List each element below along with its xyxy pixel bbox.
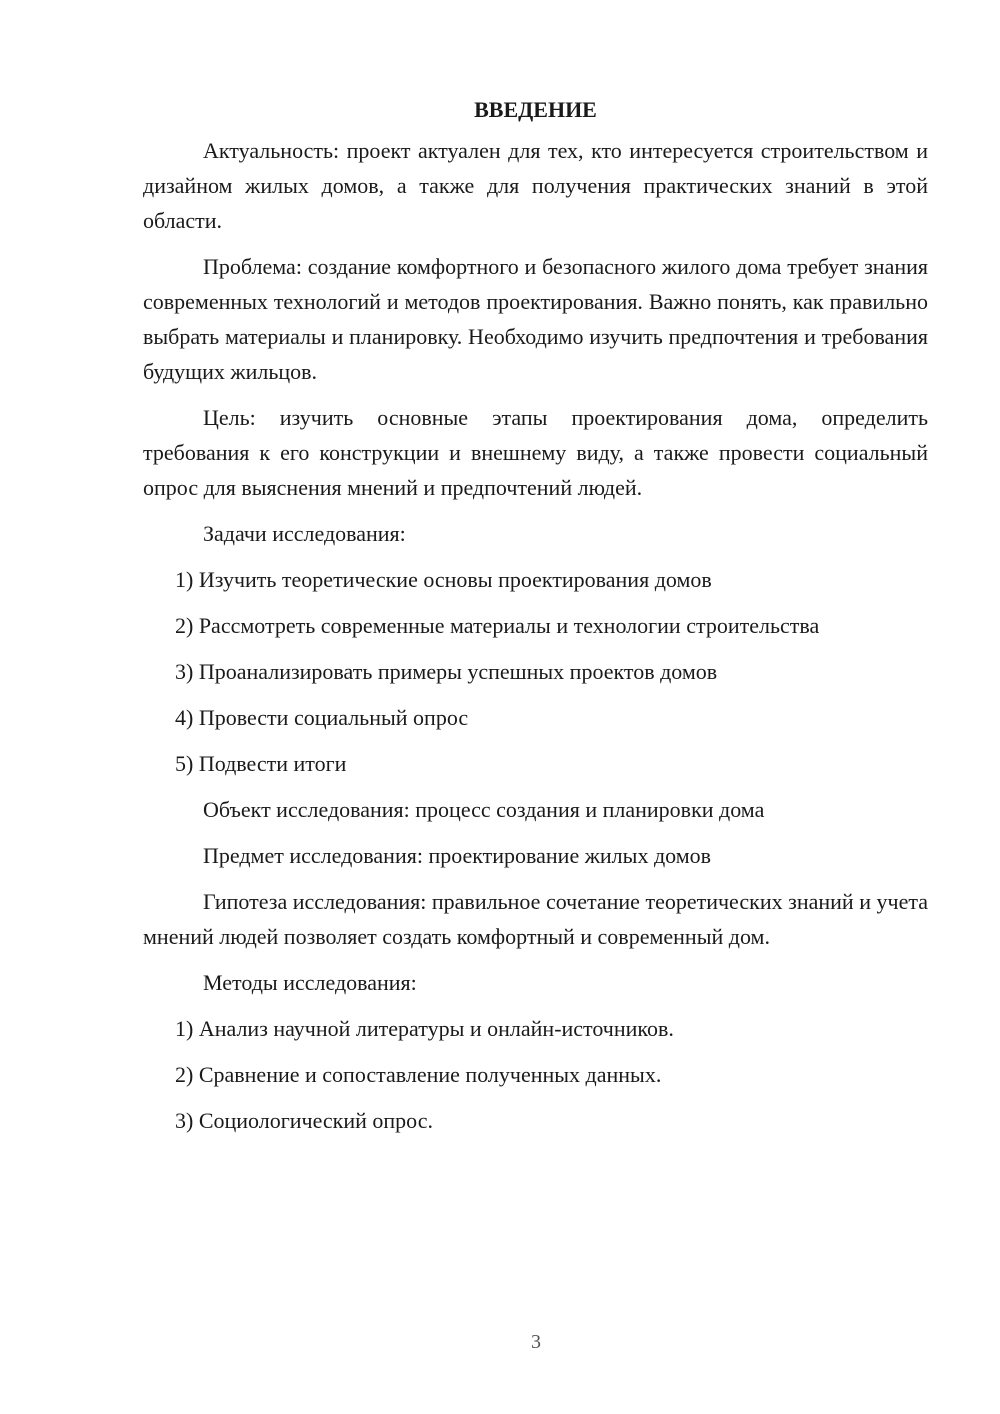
problem-paragraph: Проблема: создание комфортного и безопасного жилого дома требует знания современных технологий и методов проектирования. Важно понять, как правильно выбрать материалы и планировку. Необходимо изучить предпочтения и требования будущих жильцов. xyxy=(143,254,928,384)
methods-heading: Методы исследования: xyxy=(203,970,417,995)
list-item: 3) Проанализировать примеры успешных проектов домов xyxy=(175,659,718,684)
subject-line: Предмет исследования: проектирование жилых домов xyxy=(203,843,712,868)
methods-list xyxy=(143,1011,928,1138)
tasks-list xyxy=(143,562,928,781)
hypothesis-paragraph: Гипотеза исследования: правильное сочетание теоретических знаний и учета мнений людей позволяет создать комфортный и современный дом. xyxy=(143,889,928,949)
document-page xyxy=(143,92,928,1149)
list-item: 1) Изучить теоретические основы проектирования домов xyxy=(175,567,712,592)
relevance-paragraph: Актуальность: проект актуален для тех, кто интересуется строительством и дизайном жилых домов, а также для получения практических знаний в этой области. xyxy=(143,138,928,233)
section-title: ВВЕДЕНИЕ xyxy=(474,97,597,122)
list-item: 2) Рассмотреть современные материалы и технологии строительства xyxy=(175,613,820,638)
goal-paragraph: Цель: изучить основные этапы проектирования дома, определить требования к его конструкции и внешнему виду, а также провести социальный опрос для выяснения мнений и предпочтений людей. xyxy=(143,405,928,500)
object-line: Объект исследования: процесс создания и планировки дома xyxy=(203,797,765,822)
list-item: 5) Подвести итоги xyxy=(175,751,347,776)
list-item: 2) Сравнение и сопоставление полученных данных. xyxy=(175,1062,662,1087)
tasks-heading: Задачи исследования: xyxy=(203,521,406,546)
list-item: 3) Социологический опрос. xyxy=(175,1108,433,1133)
list-item: 1) Анализ научной литературы и онлайн-источников. xyxy=(175,1016,674,1041)
page-number: 3 xyxy=(531,1331,541,1353)
list-item: 4) Провести социальный опрос xyxy=(175,705,469,730)
